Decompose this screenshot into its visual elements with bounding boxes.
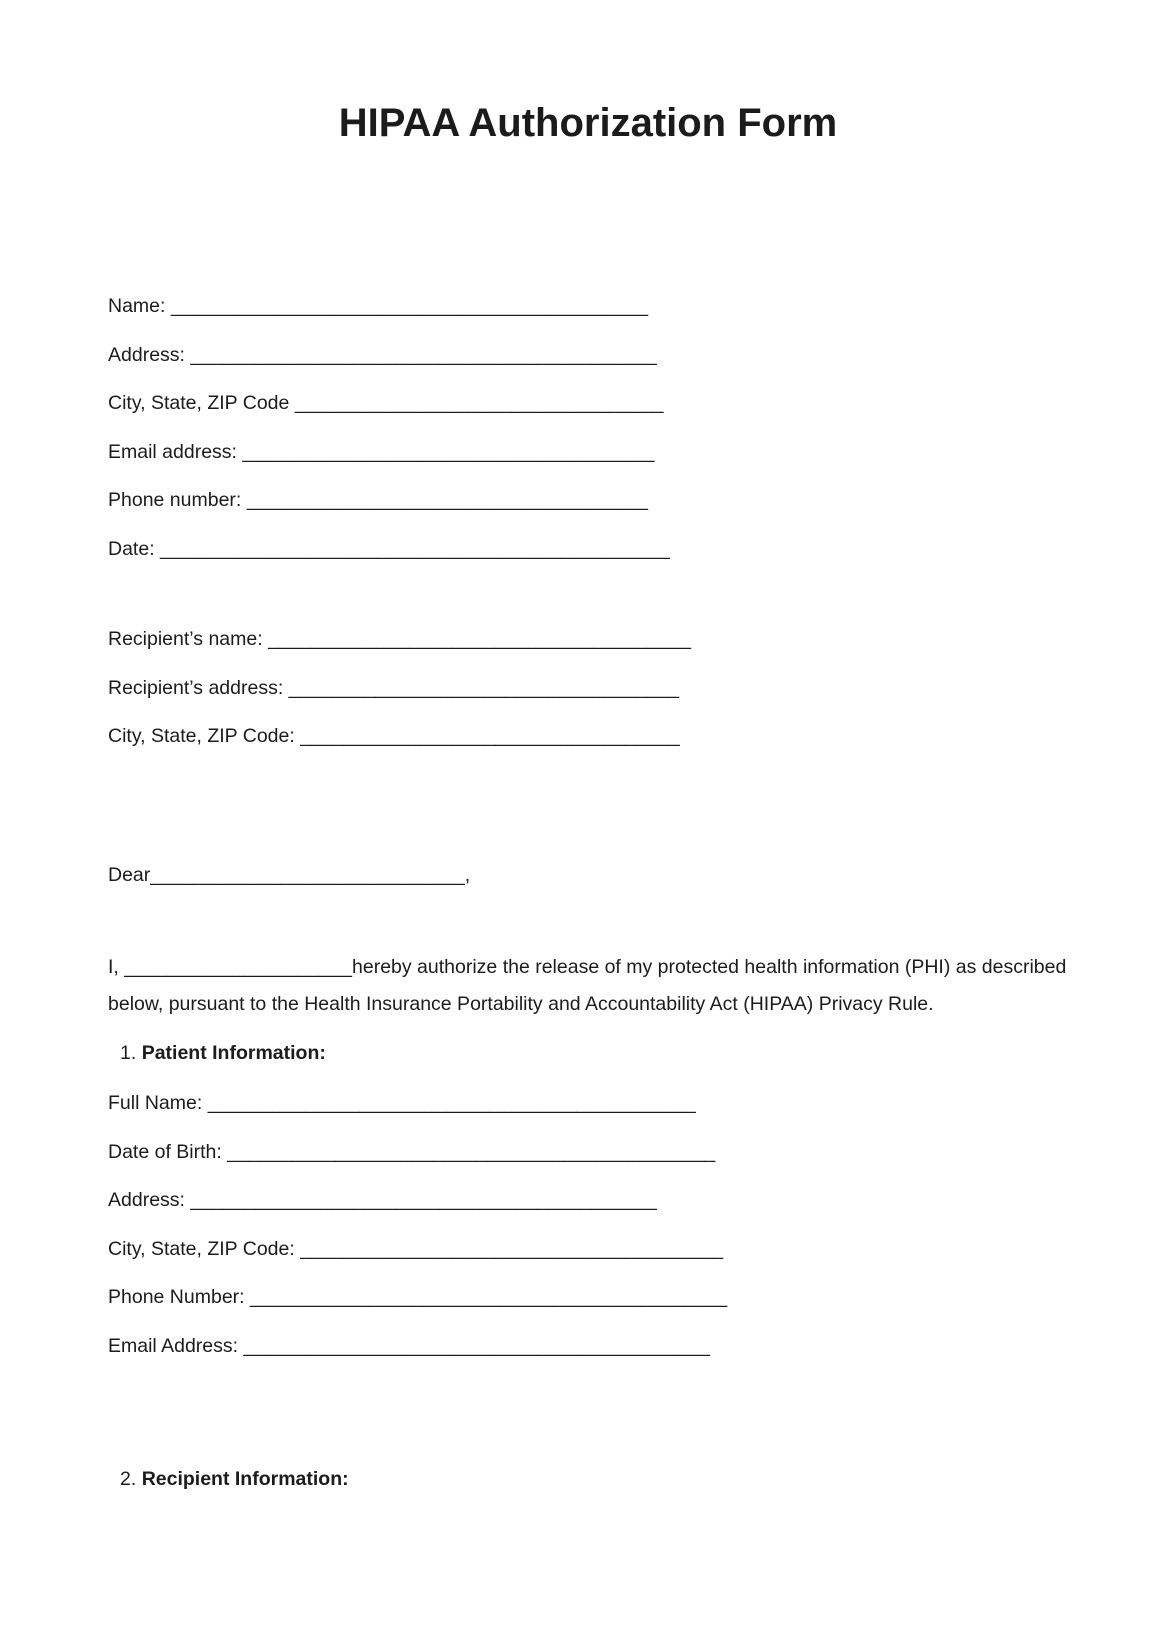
field-blank: _____________________________________________ xyxy=(207,1092,696,1114)
field-blank: ___________________________________________ xyxy=(243,1334,710,1357)
field-line-recipient-city-state-zip xyxy=(108,712,1068,761)
field-line-address xyxy=(108,331,1068,380)
field-line-recipient-name xyxy=(108,615,1068,664)
field-label: Date of Birth: xyxy=(108,1140,222,1163)
field-blank: ______________________________________ xyxy=(242,440,655,463)
field-blank: _______________________________________ xyxy=(300,1237,724,1260)
field-label: Phone Number: xyxy=(108,1286,245,1308)
section-number: 1. xyxy=(120,1042,137,1064)
field-label: Email Address: xyxy=(108,1334,239,1357)
field-line-date xyxy=(108,525,1068,574)
field-line-name xyxy=(108,282,1068,331)
section-title: Patient Information: xyxy=(141,1042,326,1064)
recipient-fields-group xyxy=(108,615,1068,761)
field-label: Address: xyxy=(108,343,185,366)
salutation-blank: _____________________________ xyxy=(150,863,465,886)
field-blank: ____________________________________ xyxy=(288,676,680,699)
field-label: Name: xyxy=(108,295,166,317)
field-label: City, State, ZIP Code: xyxy=(108,1237,295,1260)
field-line-recipient-address xyxy=(108,664,1068,713)
salutation-suffix: , xyxy=(464,863,471,886)
field-blank: _____________________________________ xyxy=(246,489,649,511)
salutation-line xyxy=(108,851,1068,900)
page-title: HIPAA Authorization Form xyxy=(338,101,838,145)
field-label: Address: xyxy=(108,1189,185,1211)
field-label: Email address: xyxy=(108,440,237,463)
field-label: Recipient’s address: xyxy=(108,676,284,699)
field-label: Full Name: xyxy=(108,1092,203,1114)
requester-fields-group xyxy=(108,282,1068,573)
field-line-city-state-zip xyxy=(108,379,1068,428)
field-blank: ___________________________________ xyxy=(300,725,680,747)
field-line-patient-email xyxy=(108,1322,1068,1371)
field-blank: _______________________________________ xyxy=(268,628,692,650)
field-line-patient-phone xyxy=(108,1273,1068,1322)
field-blank: ____________________________________________ xyxy=(250,1286,728,1308)
authorization-paragraph xyxy=(108,949,1068,1023)
field-label: Date: xyxy=(108,537,155,560)
field-blank: _______________________________________________ xyxy=(160,537,670,560)
field-line-phone xyxy=(108,476,1068,525)
section-heading-patient-information xyxy=(108,1039,1068,1067)
field-line-patient-city-state-zip xyxy=(108,1225,1068,1274)
section-heading-recipient-information xyxy=(108,1465,1068,1493)
field-line-email xyxy=(108,428,1068,477)
salutation-block xyxy=(108,851,1068,900)
field-label: Phone number: xyxy=(108,489,242,511)
section-title: Recipient Information: xyxy=(141,1468,349,1490)
field-blank: ____________________________________________ xyxy=(170,295,649,317)
field-label: City, State, ZIP Code xyxy=(108,392,290,414)
field-line-patient-address xyxy=(108,1176,1068,1225)
paragraph-pre: I, xyxy=(108,956,119,978)
field-line-full-name xyxy=(108,1079,1068,1128)
paragraph-post: hereby authorize the release of my protected health information (PHI) as described below, pursuant to the Health Insurance Portability and Accountability Act (HIPAA) Privacy Rule. xyxy=(108,956,1067,1015)
field-blank: ___________________________________________ xyxy=(190,1189,657,1211)
patient-fields-group xyxy=(108,1079,1068,1370)
field-line-date-of-birth xyxy=(108,1128,1068,1177)
section-number: 2. xyxy=(120,1468,137,1490)
field-blank: _____________________________________________ xyxy=(227,1140,716,1163)
field-blank: __________________________________ xyxy=(294,392,664,414)
field-blank: ___________________________________________ xyxy=(190,343,657,366)
paragraph-blank: _____________________ xyxy=(124,956,353,978)
field-label: Recipient’s name: xyxy=(108,628,263,650)
salutation-prefix: Dear xyxy=(108,863,151,886)
field-label: City, State, ZIP Code: xyxy=(108,725,295,747)
